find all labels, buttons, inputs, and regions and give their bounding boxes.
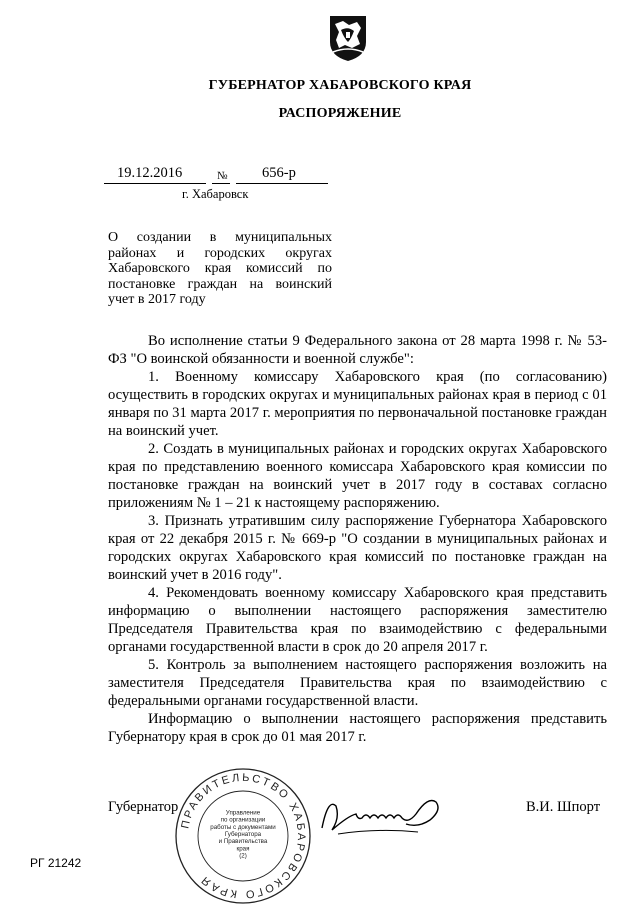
body-paragraph: 5. Контроль за выполнением настоящего распоряжения возложить на заместителя Председателя Правительства края по взаимодействию с федеральными органами государственной власти. [108,657,607,709]
stamp-inner-line: по организации [220,816,266,824]
stamp-inner-line: (2) [239,852,247,860]
stamp-inner-line: края [236,845,250,853]
stamp-inner-line: Управление [225,809,261,817]
handwritten-signature [318,788,448,844]
coat-of-arms-emblem [327,12,369,62]
body-paragraph: Информацию о выполнении настоящего распоряжения представить Губернатору края в срок до 01 мая 2017 г. [108,711,607,745]
signatory-name: В.И. Шпорт [526,799,601,815]
document-body [108,332,607,746]
stamp-ring-text: ПРАВИТЕЛЬСТВО ХАБАРОВСКОГО КРАЯ [179,771,308,901]
body-paragraph: Во исполнение статьи 9 Федерального закона от 28 марта 1998 г. № 53-ФЗ "О воинской обязанности и военной службе": [108,333,607,367]
document-type: РАСПОРЯЖЕНИЕ [278,106,402,121]
number-sign-underline [212,183,230,184]
number-sign: № [217,170,228,182]
stamp-inner-line: Губернатора [224,831,262,838]
issuing-authority: ГУБЕРНАТОР ХАБАРОВСКОГО КРАЯ [208,78,472,93]
registration-code: РГ 21242 [30,856,82,870]
official-stamp [173,766,313,906]
body-paragraph: 3. Признать утратившим силу распоряжение Губернатора Хабаровского края от 22 декабря 2015 г. № 669-р "О создании в муниципальных районах и городских округах Хабаровского края комиссий по постановке граждан на воинский учет в 2016 году". [108,513,607,583]
date-underline [104,183,206,184]
body-paragraph: 1. Военному комиссару Хабаровского края (по согласованию) осуществить в городских округах и муниципальных районах края в период с 01 января по 31 марта 2017 г. мероприятия по первоначальной постановке граждан на воинский учет. [108,369,607,439]
signatory-title: Губернатор [108,799,179,815]
number-underline [236,183,328,184]
stamp-inner-line: работы с документами [210,823,276,831]
document-number: 656-р [262,165,296,181]
body-paragraph: 4. Рекомендовать военному комиссару Хабаровского края представить информацию о выполнении настоящего распоряжения заместителю Председателя Правительства края по взаимодействию с федеральными органами государственной власти в срок до 20 апреля 2017 г. [108,585,607,655]
body-paragraph: 2. Создать в муниципальных районах и городских округах Хабаровского края по представлению военного комиссара Хабаровского края комиссии по постановке граждан на воинский учет в 2017 году в составах согласно приложениям № 1 – 21 к настоящему распоряжению. [108,441,607,511]
document-city: г. Хабаровск [182,187,249,201]
document-subject: О создании в муниципальных районах и городских округах Хабаровского края комиссий по постановке граждан на воинский учет в 2017 году [108,230,332,307]
document-date: 19.12.2016 [117,165,183,181]
stamp-inner-line: и Правительства [218,838,268,846]
